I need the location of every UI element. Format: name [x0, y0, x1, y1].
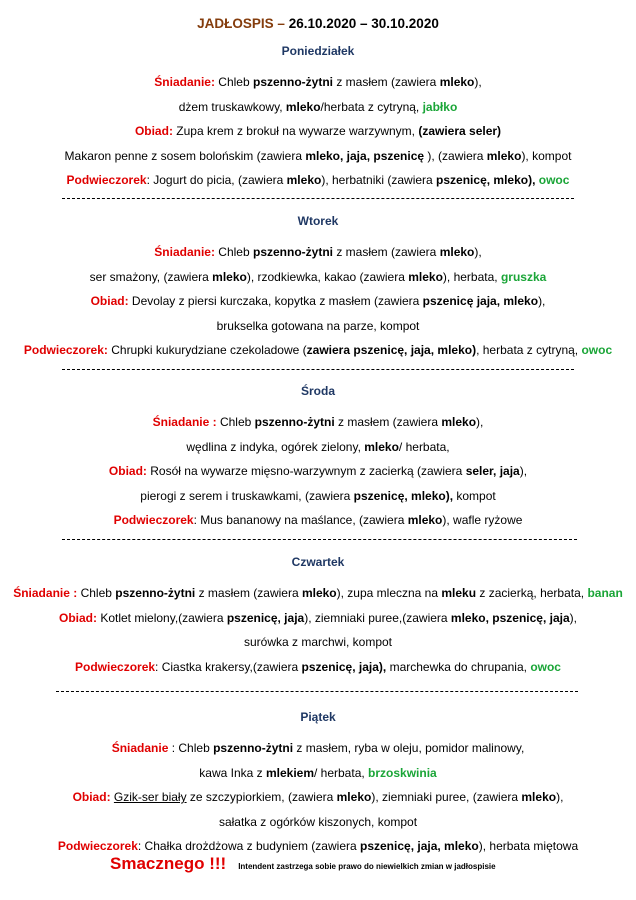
- allergen-text: mleko, pszenicę, jaja: [450, 610, 570, 625]
- menu-text: /herbata z cytryną,: [320, 99, 423, 114]
- meal-label: Podwieczorek: [113, 513, 194, 527]
- meal-label: Śniadanie :: [13, 586, 78, 600]
- footer: [110, 854, 496, 874]
- allergen-text: mleko: [439, 245, 475, 259]
- menu-text: z masłem (zawiera: [195, 586, 302, 600]
- allergen-text: mlekiem: [265, 765, 314, 780]
- menu-line: [0, 489, 636, 503]
- allergen-text: mleko: [336, 790, 372, 804]
- menu-text: / herbata,: [314, 765, 369, 780]
- allergen-text: mleko: [301, 586, 337, 600]
- menu-line: [0, 149, 636, 163]
- menu-text: Zupa krem z brokuł na wywarze warzywnym,: [172, 124, 419, 138]
- day-heading: Czwartek: [291, 555, 345, 569]
- menu-text: ),: [474, 245, 482, 259]
- allergen-text: mleko: [212, 269, 247, 284]
- menu-text: : Chleb: [168, 741, 214, 755]
- menu-line: [0, 611, 636, 625]
- meal-label: Śniadanie:: [154, 245, 215, 259]
- menu-text: : Jogurt do picia, (zawiera: [146, 173, 287, 187]
- menu-text: sałatka z ogórków kiszonych, kompot: [218, 814, 418, 829]
- fruit-highlight: gruszka: [500, 269, 547, 284]
- menu-line: [0, 513, 636, 527]
- menu-text: Chleb: [214, 245, 253, 259]
- menu-line: [0, 75, 636, 89]
- menu-line: [0, 586, 636, 600]
- menu-text: Makaron penne z sosem bolońskim (zawiera: [64, 148, 306, 163]
- menu-text: ), kompot: [521, 148, 572, 163]
- allergen-text: mleko: [439, 75, 475, 89]
- menu-text: ), herbata miętowa: [478, 839, 579, 853]
- allergen-text: mleko: [521, 790, 557, 804]
- menu-line: [0, 790, 636, 804]
- menu-text: : Mus bananowy na maślance, (zawiera: [193, 513, 408, 527]
- menu-text: brukselka gotowana na parze, kompot: [216, 318, 420, 333]
- allergen-text: mleko: [407, 513, 443, 527]
- dashed-separator: [56, 691, 578, 692]
- menu-text: ), wafle ryżowe: [442, 513, 523, 527]
- menu-text: Chleb: [214, 75, 253, 89]
- menu-text: surówka z marchwi, kompot: [243, 635, 393, 649]
- menu-text: Kotlet mielony,(zawiera: [97, 610, 227, 625]
- fruit-highlight: jabłko: [422, 99, 458, 114]
- menu-text: , herbata z cytryną,: [476, 343, 582, 357]
- title-dates: 26.10.2020 – 30.10.2020: [288, 16, 439, 31]
- allergen-text: (zawiera seler): [418, 124, 502, 138]
- meal-label: Śniadanie: [111, 741, 169, 755]
- menu-line: [0, 440, 636, 454]
- fruit-highlight: owoc: [581, 343, 613, 357]
- allergen-text: pszenno-żytni: [253, 75, 333, 89]
- menu-text: pierogi z serem i truskawkami, (zawiera: [140, 488, 354, 503]
- menu-line: [0, 124, 636, 138]
- meal-label: Podwieczorek: [75, 659, 156, 674]
- meal-label: Obiad:: [108, 464, 147, 478]
- menu-line: [0, 741, 636, 755]
- footer-note: Intendent zastrzega sobie prawo do niewielkich zmian w jadłospisie: [238, 862, 496, 871]
- allergen-text: pszenicę, jaja),: [301, 659, 387, 674]
- menu-line: [0, 660, 636, 674]
- allergen-text: pszenicę, jaja, mleko): [353, 343, 477, 357]
- meal-label: Obiad:: [90, 294, 129, 308]
- meal-label: Podwieczorek:: [23, 343, 108, 357]
- menu-text: ), herbata,: [442, 269, 501, 284]
- allergen-text: mleko: [486, 148, 522, 163]
- menu-text: kompot: [453, 488, 496, 503]
- meal-label: Podwieczorek: [66, 173, 147, 187]
- menu-line: [0, 343, 636, 357]
- menu-text: ),: [476, 415, 484, 429]
- allergen-text: mleko: [285, 99, 321, 114]
- day-heading: Poniedziałek: [281, 44, 355, 58]
- allergen-text: pszenicę jaja, mleko: [422, 294, 539, 308]
- menu-text: ), rzodkiewka, kakao (zawiera: [246, 269, 409, 284]
- meal-label: Obiad:: [59, 610, 97, 625]
- menu-text: ),: [569, 610, 577, 625]
- menu-text: ), (zawiera: [424, 148, 487, 163]
- smacznego-text: Smacznego !!!: [110, 854, 227, 873]
- menu-text: Chrupki kukurydziane czekoladowe (: [107, 343, 307, 357]
- dashed-separator: [62, 369, 574, 370]
- menu-line: [0, 415, 636, 429]
- fruit-highlight: brzoskwinia: [368, 765, 437, 780]
- allergen-text: pszenicę, mleko),: [353, 488, 454, 503]
- menu-line: [0, 839, 636, 853]
- fruit-highlight: owoc: [530, 659, 561, 674]
- fruit-highlight: owoc: [538, 173, 570, 187]
- menu-text: Chleb: [216, 415, 255, 429]
- allergen-text: mleko: [408, 269, 443, 284]
- menu-text: marchewka do chrupania,: [386, 659, 531, 674]
- meal-label: Obiad:: [134, 124, 173, 138]
- menu-text: ),: [556, 790, 564, 804]
- meal-label: Śniadanie :: [152, 415, 217, 429]
- menu-text: ), herbatniki (zawiera: [321, 173, 437, 187]
- allergen-text: seler, jaja: [465, 464, 520, 478]
- day-heading: Środa: [300, 384, 335, 398]
- allergen-text: pszenno-żytni: [115, 586, 196, 600]
- allergen-text: mleko, jaja, pszenicę: [305, 148, 425, 163]
- menu-text: Chleb: [77, 586, 116, 600]
- fruit-highlight: banan: [587, 586, 623, 600]
- menu-text: : Chałka drożdżowa z budyniem (zawiera: [137, 839, 360, 853]
- menu-text: dżem truskawkowy,: [178, 99, 286, 114]
- menu-text: ), ziemniaki puree, (zawiera: [371, 790, 522, 804]
- menu-text: Gzik-ser biały: [113, 790, 187, 804]
- menu-line: [0, 635, 636, 649]
- menu-line: [0, 319, 636, 333]
- menu-line: [0, 766, 636, 780]
- menu-text: Devolay z piersi kurczaka, kopytka z masłem (zawiera: [128, 294, 423, 308]
- menu-text: z masłem (zawiera: [333, 245, 440, 259]
- menu-text: ),: [538, 294, 546, 308]
- menu-line: [0, 815, 636, 829]
- meal-label: Śniadanie:: [154, 75, 215, 89]
- menu-text: z masłem (zawiera: [333, 75, 440, 89]
- menu-line: [0, 100, 636, 114]
- menu-text: z zacierką, herbata,: [476, 586, 588, 600]
- meal-label: Obiad:: [72, 790, 111, 804]
- allergen-text: pszenicę, jaja, mleko: [360, 839, 479, 853]
- menu-line: [0, 270, 636, 284]
- allergen-text: mleko: [441, 415, 477, 429]
- allergen-text: mleku: [441, 586, 477, 600]
- allergen-text: mleko: [364, 439, 399, 454]
- menu-line: [0, 173, 636, 187]
- menu-line: [0, 245, 636, 259]
- dashed-separator: [62, 539, 577, 540]
- allergen-text: pszenicę, mleko),: [436, 173, 536, 187]
- menu-text: ),: [519, 464, 528, 478]
- menu-line: [0, 294, 636, 308]
- menu-text: ser smażony, (zawiera: [89, 269, 213, 284]
- menu-text: wędlina z indyka, ogórek zielony,: [186, 439, 365, 454]
- menu-text: z masłem, ryba w oleju, pomidor malinowy,: [293, 741, 525, 755]
- menu-text: z masłem (zawiera: [334, 415, 442, 429]
- meal-label: Podwieczorek: [57, 839, 138, 853]
- allergen-text: pszenno-żytni: [253, 245, 333, 259]
- menu-line: [0, 464, 636, 478]
- day-heading: Wtorek: [297, 214, 339, 228]
- allergen-text: mleko: [286, 173, 322, 187]
- menu-text: ), ziemniaki puree,(zawiera: [304, 610, 451, 625]
- title-separator: –: [273, 16, 289, 31]
- menu-text: ),: [474, 75, 482, 89]
- allergen-text: pszenicę, jaja: [226, 610, 305, 625]
- menu-text: kawa Inka z: [199, 765, 266, 780]
- title-prefix: JADŁOSPIS: [197, 16, 274, 31]
- allergen-text: pszenno-żytni: [213, 741, 294, 755]
- menu-text: / herbata,: [398, 439, 450, 454]
- day-heading: Piątek: [300, 710, 336, 724]
- allergen-text: zawiera: [306, 343, 354, 357]
- menu-text: Rosół na wywarze mięsno-warzywnym z zacierką (zawiera: [146, 464, 466, 478]
- allergen-text: pszenno-żytni: [254, 415, 335, 429]
- menu-text: ze szczypiorkiem, (zawiera: [186, 790, 337, 804]
- menu-text: ), zupa mleczna na: [336, 586, 442, 600]
- dashed-separator: [62, 198, 574, 199]
- page-title: [0, 16, 636, 31]
- menu-text: : Ciastka krakersy,(zawiera: [155, 659, 302, 674]
